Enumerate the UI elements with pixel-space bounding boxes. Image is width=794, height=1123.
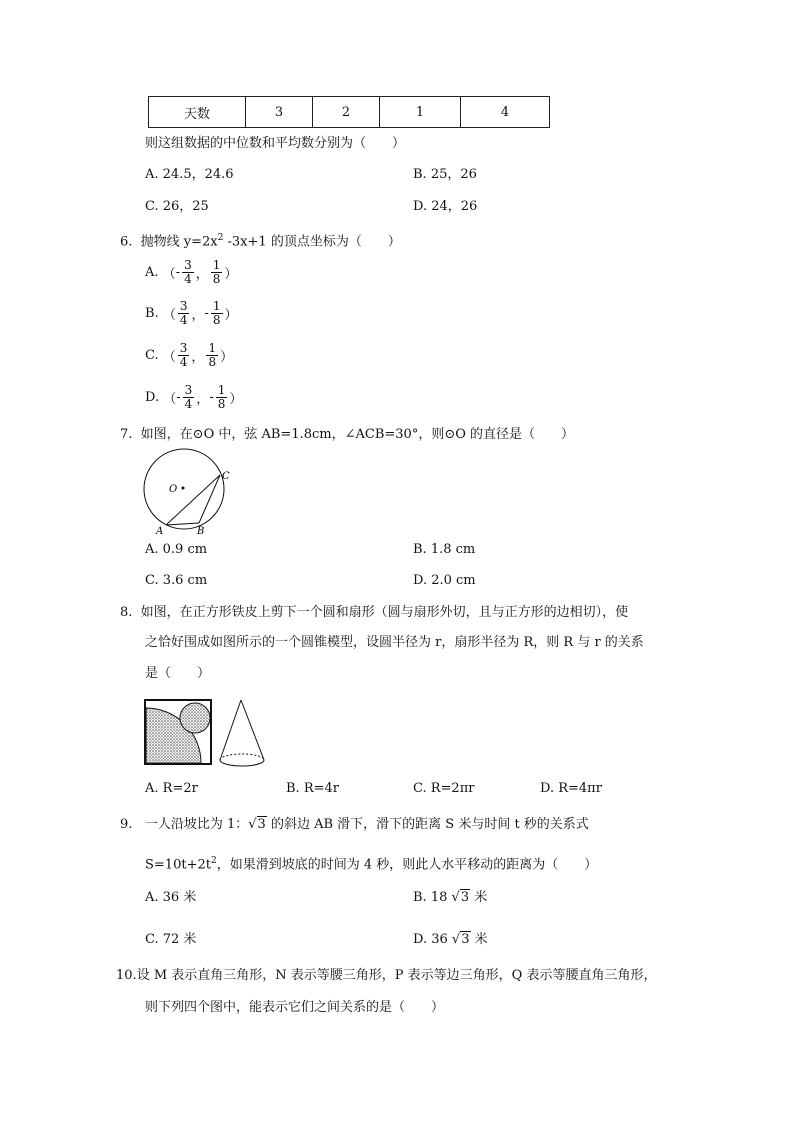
- days-table: [148, 96, 550, 128]
- q5-option-d[interactable]: D. 24，26: [413, 199, 478, 214]
- q7-number: 7.: [120, 427, 133, 442]
- q9-option-a[interactable]: A. 36 米: [145, 890, 197, 905]
- q10-line1-text: 设 M 表示直角三角形，N 表示等腰三角形，P 表示等边三角形，Q 表示等腰直角三角形，: [136, 968, 657, 983]
- fraction: $\frac{1}{8}$: [212, 258, 221, 286]
- label-b: B: [197, 526, 205, 537]
- circle-figure: [140, 448, 240, 538]
- q6-option-c[interactable]: [145, 342, 233, 369]
- q9-sup: 2: [210, 856, 217, 866]
- q7-stem-text: 如图，在⊙O 中，弦 AB=1.8cm，∠ACB=30°，则⊙O 的直径是（ ）: [140, 427, 575, 442]
- q9-option-b[interactable]: [413, 889, 487, 907]
- q8-option-d[interactable]: D. R=4πr: [540, 781, 602, 796]
- sqrt-symbol: √3: [451, 890, 470, 905]
- separator: ，: [195, 267, 209, 282]
- q9-line2-pre: S=10t+2t: [145, 857, 211, 873]
- fraction: $\frac{1}{8}$: [217, 383, 226, 411]
- q8-option-c[interactable]: C. R=2πr: [413, 781, 475, 796]
- sign: -: [209, 390, 214, 405]
- sqrt-symbol: √3: [451, 932, 470, 947]
- q7-option-d[interactable]: D. 2.0 cm: [413, 573, 476, 588]
- cone-side-left: [220, 700, 241, 760]
- q10-line2: 则下列四个图中，能表示它们之间关系的是（ ）: [145, 1000, 445, 1015]
- table-cell: 1: [380, 97, 461, 128]
- paren-close: ）: [220, 350, 234, 365]
- q9-option-c[interactable]: C. 72 米: [145, 932, 197, 947]
- label-a: A: [156, 526, 164, 537]
- q7-option-a[interactable]: A. 0.9 cm: [145, 542, 208, 557]
- fraction: $\frac{3}{4}$: [184, 258, 192, 286]
- option-letter: A.: [145, 265, 159, 280]
- option-letter: B.: [145, 306, 159, 321]
- q6-stem: [120, 229, 401, 251]
- q9-number: 9.: [120, 817, 133, 832]
- sign: -: [175, 265, 181, 280]
- q9-line1: [120, 816, 589, 834]
- center-point: [182, 487, 185, 490]
- table-row: [149, 97, 550, 128]
- q9-line2: [145, 852, 597, 874]
- q9-line2-post: ，如果滑到坡底的时间为 4 秒，则此人水平移动的距离为（ ）: [216, 857, 598, 873]
- fraction: $\frac{3}{4}$: [179, 299, 188, 327]
- separator: ，: [191, 308, 205, 323]
- paren-open: （: [162, 308, 176, 323]
- option-b-post: 米: [474, 890, 488, 905]
- chord-ab: [166, 523, 199, 525]
- separator: ，: [191, 350, 205, 365]
- q8-number: 8.: [120, 605, 133, 620]
- paren-open: （: [162, 267, 176, 282]
- square-cone-figure: [143, 696, 273, 768]
- fraction: $\frac{3}{4}$: [179, 341, 188, 369]
- q7-option-c[interactable]: C. 3.6 cm: [145, 573, 208, 588]
- q9-line1-pre: 一人沿坡比为 1：: [144, 817, 249, 832]
- small-circle: [180, 703, 210, 733]
- sign: -: [204, 306, 209, 321]
- cone-base-front: [220, 760, 264, 766]
- label-o: O: [169, 484, 178, 495]
- q5-option-b[interactable]: B. 25，26: [413, 167, 477, 182]
- fraction: $\frac{3}{4}$: [184, 383, 193, 411]
- q7-option-b[interactable]: B. 1.8 cm: [413, 542, 476, 557]
- chord-bc: [199, 475, 220, 523]
- cone-side-right: [241, 700, 264, 760]
- q5-option-c[interactable]: C. 26，25: [145, 199, 209, 214]
- q6-sup: 2: [217, 233, 224, 243]
- fraction: $\frac{1}{8}$: [212, 299, 221, 327]
- q8-option-b[interactable]: B. R=4r: [286, 781, 339, 796]
- q8-option-a[interactable]: A. R=2r: [145, 781, 198, 796]
- q9-line1-post: 的斜边 AB 滑下，滑下的距离 S 米与时间 t 秒的关系式: [270, 817, 589, 832]
- option-letter: C.: [145, 348, 159, 363]
- label-c: C: [222, 471, 230, 482]
- q8-line3: 是（ ）: [145, 666, 211, 681]
- q10-line1: [116, 967, 656, 985]
- q5-stem: 则这组数据的中位数和平均数分别为（ ）: [145, 136, 406, 151]
- q5-option-a[interactable]: A. 24.5，24.6: [145, 167, 234, 182]
- q6-stem-pre: 抛物线 y=2x: [140, 234, 218, 250]
- paren-close: ）: [224, 308, 238, 323]
- q6-option-b[interactable]: [145, 300, 238, 327]
- table-cell: 4: [461, 97, 550, 128]
- table-cell: 3: [246, 97, 313, 128]
- cone-base-back: [220, 754, 264, 760]
- paren-close: ）: [229, 392, 243, 407]
- q6-option-a[interactable]: [145, 259, 237, 286]
- paren-close: ）: [224, 267, 238, 282]
- q6-option-d[interactable]: [145, 384, 242, 411]
- table-cell: 2: [313, 97, 380, 128]
- q7-stem: [120, 426, 574, 444]
- sqrt-symbol: √3: [248, 817, 266, 832]
- option-d-post: 米: [474, 932, 488, 947]
- paren-open: （: [163, 392, 177, 407]
- paren-open: （: [162, 350, 176, 365]
- q8-line2: 之恰好围成如图所示的一个圆锥模型，设圆半径为 r，扇形半径为 R，则 R 与 r 的关系: [145, 635, 644, 650]
- q8-line1-text: 如图，在正方形铁皮上剪下一个圆和扇形（圆与扇形外切，且与正方形的边相切），使: [140, 605, 629, 620]
- option-d-pre: D. 36: [413, 932, 448, 947]
- q6-number: 6.: [120, 234, 133, 250]
- option-b-pre: B. 18: [413, 890, 448, 905]
- table-header-cell: 天数: [149, 97, 246, 128]
- q10-number: 10.: [116, 968, 137, 983]
- q9-option-d[interactable]: [413, 931, 488, 949]
- fraction: $\frac{1}{8}$: [208, 341, 217, 369]
- option-letter: D.: [145, 390, 160, 405]
- separator: ，: [196, 392, 210, 407]
- q6-stem-post: -3x+1 的顶点坐标为（ ）: [223, 234, 401, 250]
- q8-line1: [120, 604, 628, 622]
- sign: -: [176, 390, 181, 405]
